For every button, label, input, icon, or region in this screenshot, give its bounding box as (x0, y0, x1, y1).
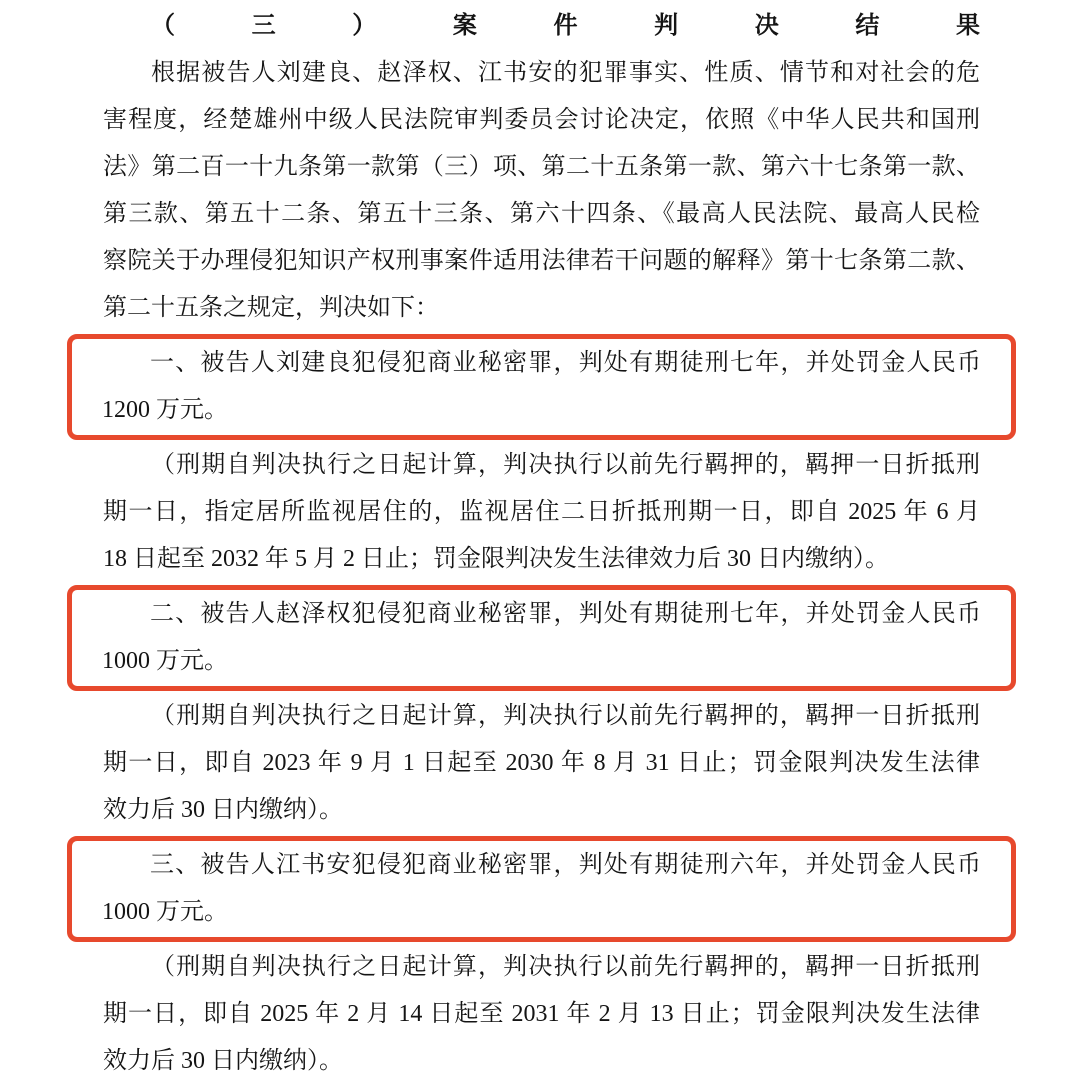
judgment-note-3 (103, 944, 980, 1085)
text-line: 18 日起至 2032 年 5 月 2 日止；罚金限判决发生法律效力后 30 日内缴纳）。 (103, 546, 889, 572)
text-line: 害程度，经楚雄州中级人民法院审判委员会讨论决定，依照《中华人民共和国刑 (103, 107, 980, 133)
text-line: 期一日，指定居所监视居住的，监视居住二日折抵刑期一日，即自 2025 年 6 月 (103, 499, 980, 525)
text-line: （刑期自判决执行之日起计算，判决执行以前先行羁押的，羁押一日折抵刑 (151, 452, 980, 478)
text-line: （刑期自判决执行之日起计算，判决执行以前先行羁押的，羁押一日折抵刑 (151, 954, 980, 980)
text-line: 期一日，即自 2025 年 2 月 14 日起至 2031 年 2 月 13 日止；罚金限判决发生法律 (103, 1001, 980, 1027)
judgment-highlight-box-2 (67, 585, 1016, 691)
judgment-line: 1000 万元。 (102, 648, 228, 674)
judgment-note-2 (103, 693, 980, 834)
judgment-line: 二、被告人赵泽权犯侵犯商业秘密罪，判处有期徒刑七年，并处罚金人民币 (150, 601, 981, 627)
intro-paragraph (103, 50, 980, 332)
text-line: 法》第二百一十九条第一款第（三）项、第二十五条第一款、第六十七条第一款、 (103, 154, 980, 180)
judgment-note-1 (103, 442, 980, 583)
judgment-highlight-box-1 (67, 334, 1016, 440)
judgment-line: 1200 万元。 (102, 397, 228, 423)
text-line: 根据被告人刘建良、赵泽权、江书安的犯罪事实、性质、情节和对社会的危 (151, 60, 980, 86)
text-line: （刑期自判决执行之日起计算，判决执行以前先行羁押的，羁押一日折抵刑 (151, 703, 980, 729)
text-line: 察院关于办理侵犯知识产权刑事案件适用法律若干问题的解释》第十七条第二款、 (103, 248, 980, 274)
text-line: 第三款、第五十二条、第五十三条、第六十四条、《最高人民法院、最高人民检 (103, 201, 980, 227)
text-line: 期一日，即自 2023 年 9 月 1 日起至 2030 年 8 月 31 日止；罚金限判决发生法律 (103, 750, 980, 776)
section-title: （三）案件判决结果 (151, 13, 980, 39)
text-line: 第二十五条之规定，判决如下： (103, 295, 439, 321)
judgment-highlight-box-3 (67, 836, 1016, 942)
judgment-line: 一、被告人刘建良犯侵犯商业秘密罪，判处有期徒刑七年，并处罚金人民币 (150, 350, 981, 376)
text-line: 效力后 30 日内缴纳）。 (103, 1048, 343, 1074)
judgment-line: 1000 万元。 (102, 899, 228, 925)
judgment-line: 三、被告人江书安犯侵犯商业秘密罪，判处有期徒刑六年，并处罚金人民币 (150, 852, 981, 878)
text-line: 效力后 30 日内缴纳）。 (103, 797, 343, 823)
